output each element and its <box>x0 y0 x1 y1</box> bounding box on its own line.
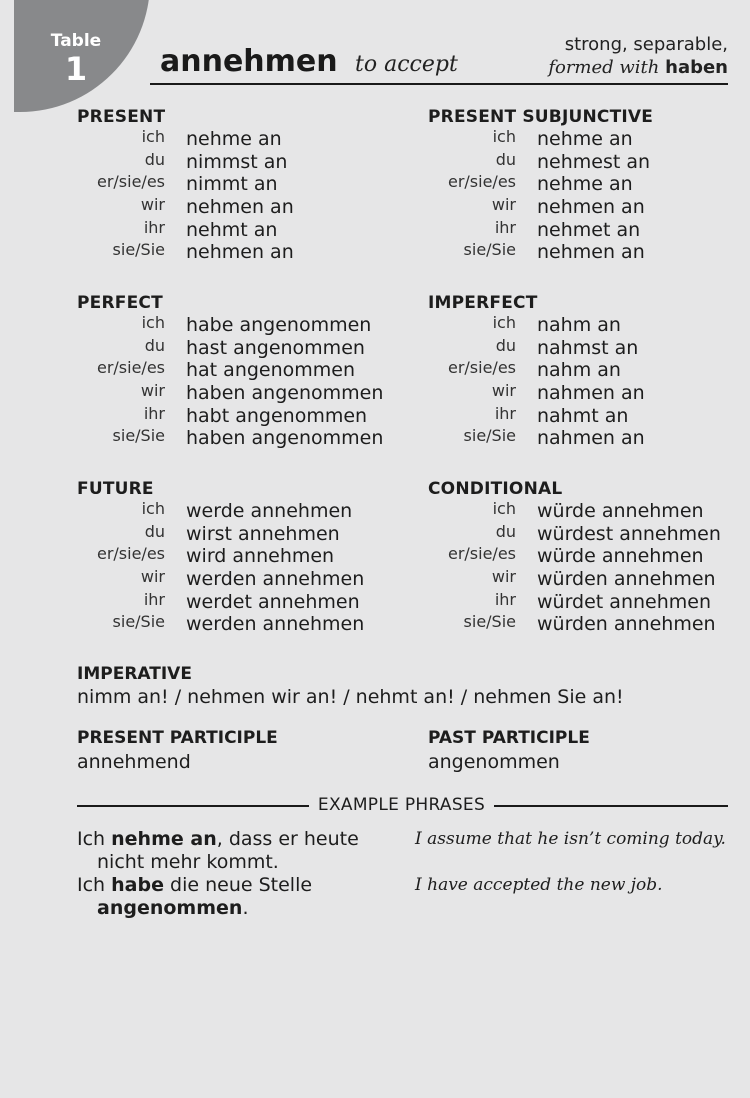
conjugation-row <box>77 151 407 174</box>
pronoun: ihr <box>143 217 165 237</box>
verb-form: habt angenommen <box>186 404 368 427</box>
tense-conditional <box>428 478 750 636</box>
past-participle-block <box>428 728 590 773</box>
example-english-1: I assume that he isn’t coming today. <box>415 829 726 849</box>
verb-form: wirst annehmen <box>186 522 340 545</box>
pronoun: ihr <box>494 403 516 423</box>
verb-form: nehme an <box>537 128 633 150</box>
pronoun: du <box>495 149 516 169</box>
verb-form: würde annehmen <box>537 545 704 568</box>
verb-form: nahmen an <box>537 382 645 405</box>
tab-number: 1 <box>64 50 88 88</box>
conjugation-row <box>428 382 750 405</box>
example-highlight: angenommen <box>97 897 243 919</box>
tense-future <box>77 478 407 636</box>
pronoun: er/sie/es <box>96 544 165 564</box>
conjugation-row <box>428 128 750 151</box>
verb-form: nehmen an <box>186 241 294 264</box>
pronoun: er/sie/es <box>447 358 516 378</box>
past-participle-title: PAST PARTICIPLE <box>428 728 590 748</box>
example-text: , dass er heute <box>216 828 359 850</box>
pronoun: er/sie/es <box>447 172 516 192</box>
conjugation-row <box>428 241 750 264</box>
verb-form: nehmest an <box>537 150 651 173</box>
pronoun: sie/Sie <box>112 426 165 446</box>
conjugation-row <box>428 591 750 614</box>
pronoun: du <box>495 335 516 355</box>
example-english-2: I have accepted the new job. <box>415 875 663 895</box>
verb-form: hast angenommen <box>186 336 365 359</box>
pronoun: du <box>144 149 165 169</box>
conjugation-row <box>428 219 750 242</box>
verb-form: würden annehmen <box>537 613 716 636</box>
past-participle-value: angenommen <box>428 751 560 773</box>
verb-gloss: to accept <box>355 52 458 77</box>
conjugation-row <box>428 568 750 591</box>
example-german-1 <box>77 828 397 874</box>
verb-form: werden annehmen <box>186 613 365 636</box>
pronoun: ich <box>492 127 516 146</box>
verb-form: habe angenommen <box>186 314 372 336</box>
verb-form: hat angenommen <box>186 359 356 382</box>
conjugation-row <box>77 359 407 382</box>
pronoun: wir <box>491 567 516 587</box>
example-text: . <box>242 897 249 919</box>
conjugation-row <box>428 500 750 523</box>
conjugation-row <box>428 173 750 196</box>
verb-type: strong, separable, <box>564 34 728 55</box>
pronoun: ich <box>492 499 516 518</box>
verb-form: werden annehmen <box>186 568 365 591</box>
conjugation-row <box>428 545 750 568</box>
pronoun: sie/Sie <box>463 240 516 260</box>
verb-form: werdet annehmen <box>186 590 360 613</box>
tense-title: PRESENT <box>77 107 166 127</box>
conjugation-row <box>77 500 407 523</box>
pronoun: ich <box>492 313 516 332</box>
imperative-text: nimm an! / nehmen wir an! / nehmt an! / nehmen Sie an! <box>77 686 624 708</box>
verb-auxiliary-line <box>548 57 728 78</box>
pronoun: wir <box>140 567 165 587</box>
pronoun: wir <box>140 195 165 215</box>
present-participle-value: annehmend <box>77 751 191 773</box>
tense-title: CONDITIONAL <box>428 479 563 499</box>
conjugation-row <box>77 613 407 636</box>
conjugation-row <box>77 568 407 591</box>
example-text: Ich <box>77 874 112 896</box>
formed-with-label: formed with <box>548 57 660 78</box>
pronoun: ihr <box>143 403 165 423</box>
present-participle-block <box>77 728 278 773</box>
pronoun: sie/Sie <box>463 426 516 446</box>
imperative-title: IMPERATIVE <box>77 664 192 684</box>
pronoun: wir <box>140 381 165 401</box>
tense-present-subjunctive <box>428 106 750 264</box>
pronoun: ich <box>141 313 165 332</box>
conjugation-row <box>428 359 750 382</box>
verb-form: nahmt an <box>537 404 629 427</box>
pronoun: sie/Sie <box>112 612 165 632</box>
auxiliary-verb: haben <box>665 57 728 78</box>
conjugation-row <box>77 219 407 242</box>
conjugation-row <box>77 314 407 337</box>
verb-form: würdest annehmen <box>537 522 721 545</box>
verb-form: nahmst an <box>537 336 639 359</box>
example-phrases-title: EXAMPLE PHRASES <box>317 795 486 815</box>
example-divider-right <box>494 805 728 807</box>
example-german-2 <box>77 874 397 920</box>
verb-form: werde annehmen <box>186 500 353 522</box>
pronoun: ihr <box>494 589 516 609</box>
verb-form: nehmt an <box>186 218 278 241</box>
verb-form: nahm an <box>537 359 621 382</box>
pronoun: ihr <box>143 589 165 609</box>
conjugation-row <box>428 196 750 219</box>
tense-title: PRESENT SUBJUNCTIVE <box>428 107 654 127</box>
verb-form: würden annehmen <box>537 568 716 591</box>
pronoun: er/sie/es <box>96 172 165 192</box>
conjugation-row <box>428 405 750 428</box>
pronoun: sie/Sie <box>112 240 165 260</box>
conjugation-row <box>77 382 407 405</box>
verb-form: nehmen an <box>537 196 645 219</box>
conjugation-row <box>428 427 750 450</box>
tense-title: FUTURE <box>77 479 154 499</box>
pronoun: ich <box>141 499 165 518</box>
conjugation-row <box>77 128 407 151</box>
tense-title: PERFECT <box>77 293 163 313</box>
tense-present <box>77 106 407 264</box>
pronoun: ihr <box>494 217 516 237</box>
pronoun: ich <box>141 127 165 146</box>
imperative-block <box>77 664 624 708</box>
conjugation-row <box>77 173 407 196</box>
verb-form: nehmet an <box>537 218 641 241</box>
verb-form: würde annehmen <box>537 500 704 522</box>
verb-form: nehme an <box>186 128 282 150</box>
example-divider-left <box>77 805 309 807</box>
tense-title: IMPERFECT <box>428 293 538 313</box>
pronoun: du <box>495 521 516 541</box>
conjugation-row <box>77 523 407 546</box>
tense-imperfect <box>428 292 750 450</box>
pronoun: du <box>144 335 165 355</box>
conjugation-row <box>77 405 407 428</box>
present-participle-title: PRESENT PARTICIPLE <box>77 728 278 748</box>
conjugation-row <box>428 523 750 546</box>
pronoun: du <box>144 521 165 541</box>
example-highlight: nehme an <box>111 828 217 850</box>
tab-label: Table <box>50 31 102 51</box>
pronoun: er/sie/es <box>96 358 165 378</box>
verb-form: nimmst an <box>186 150 288 173</box>
pronoun: er/sie/es <box>447 544 516 564</box>
conjugation-row <box>77 196 407 219</box>
example-text: die neue Stelle <box>163 874 313 896</box>
conjugation-row <box>77 545 407 568</box>
conjugation-row <box>77 337 407 360</box>
pronoun: sie/Sie <box>463 612 516 632</box>
verb-form: nahmen an <box>537 427 645 450</box>
conjugation-row <box>428 613 750 636</box>
example-highlight: habe <box>111 874 164 896</box>
verb-form: haben angenommen <box>186 382 384 405</box>
conjugation-row <box>428 151 750 174</box>
conjugation-row <box>77 591 407 614</box>
verb-form: nimmt an <box>186 173 278 196</box>
verb-form: würdet annehmen <box>537 590 711 613</box>
example-text: nicht mehr kommt. <box>97 851 279 873</box>
pronoun: wir <box>491 195 516 215</box>
conjugation-row <box>428 337 750 360</box>
verb-form: nehme an <box>537 173 633 196</box>
verb-form: nehmen an <box>537 241 645 264</box>
conjugation-row <box>428 314 750 337</box>
example-text: Ich <box>77 828 112 850</box>
title-divider <box>150 83 728 85</box>
pronoun: wir <box>491 381 516 401</box>
verb-title: annehmen <box>160 44 338 79</box>
conjugation-row <box>77 241 407 264</box>
verb-form: nahm an <box>537 314 621 336</box>
verb-form: haben angenommen <box>186 427 384 450</box>
verb-form: wird annehmen <box>186 545 335 568</box>
verb-form: nehmen an <box>186 196 294 219</box>
conjugation-row <box>77 427 407 450</box>
tense-perfect <box>77 292 407 450</box>
